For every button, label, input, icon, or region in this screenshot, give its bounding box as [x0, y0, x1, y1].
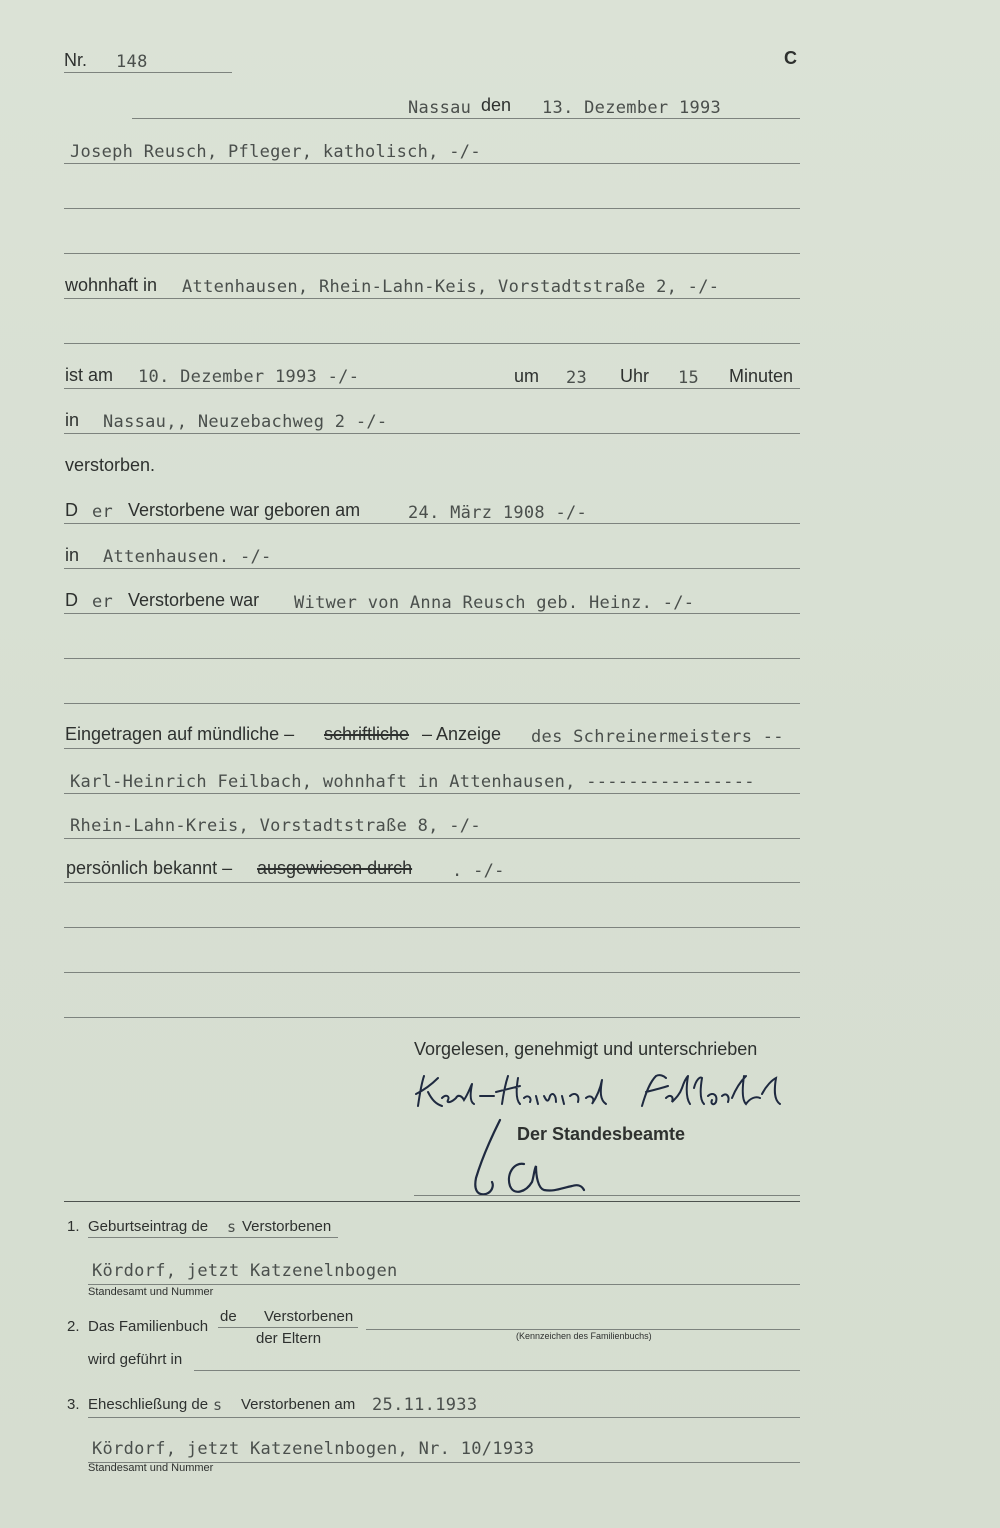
- death-place-rule: [64, 433, 800, 434]
- uhr-label: Uhr: [620, 366, 650, 386]
- den-label: den: [481, 95, 512, 115]
- note3-date: 25.11.1933: [372, 1395, 478, 1415]
- blank-rule: [64, 208, 800, 209]
- birth-er-fill: er: [92, 502, 114, 522]
- note2-verstorbenen: Verstorbenen: [264, 1308, 354, 1325]
- status-rule: [64, 613, 800, 614]
- note2-label: Das Familienbuch: [88, 1318, 209, 1335]
- ausgewiesen-struck: ausgewiesen durch: [257, 858, 413, 878]
- header-place: Nassau: [408, 98, 472, 118]
- status-value: Witwer von Anna Reusch geb. Heinz. -/-: [294, 593, 695, 613]
- note3-number: 3.: [67, 1396, 80, 1413]
- war-label: Verstorbene war: [128, 590, 260, 610]
- header-date: 13. Dezember 1993: [542, 98, 722, 118]
- anzeige-label: – Anzeige: [422, 724, 502, 744]
- in-label: in: [65, 410, 80, 430]
- nr-underline: [64, 72, 232, 73]
- report-rule: [64, 882, 800, 883]
- official-signature-icon: [462, 1116, 602, 1200]
- blank-rule: [64, 703, 800, 704]
- blank-rule: [64, 1017, 800, 1018]
- note2-number: 2.: [67, 1318, 80, 1335]
- standesbeamte-label: Der Standesbeamte: [517, 1124, 686, 1144]
- status-d-label: D: [65, 590, 78, 610]
- minuten-label: Minuten: [729, 366, 794, 386]
- person-line1-rule: [64, 163, 800, 164]
- geboren-label: Verstorbene war geboren am: [128, 500, 361, 520]
- blank-rule: [64, 253, 800, 254]
- reporter-line1: des Schreinermeisters --: [531, 727, 784, 747]
- blank-rule: [64, 343, 800, 344]
- note2-rule: [366, 1329, 800, 1330]
- signature-rule: [414, 1195, 800, 1196]
- note2-caption: (Kennzeichen des Familienbuchs): [516, 1331, 652, 1341]
- person-line1: Joseph Reusch, Pfleger, katholisch, -/-: [70, 142, 481, 162]
- report-rule: [64, 748, 800, 749]
- wohnhaft-label: wohnhaft in: [65, 275, 158, 295]
- birth-d-label: D: [65, 500, 78, 520]
- death-minutes: 15: [678, 368, 700, 388]
- death-hour: 23: [566, 368, 588, 388]
- death-place: Nassau,, Neuzebachweg 2 -/-: [103, 412, 388, 432]
- reporter-line3: Rhein-Lahn-Kreis, Vorstadtstraße 8, -/-: [70, 816, 481, 836]
- blank-rule: [64, 658, 800, 659]
- note3-label: Eheschließung de: [88, 1396, 209, 1413]
- death-date-rule: [64, 388, 800, 389]
- section-divider: [64, 1201, 800, 1202]
- eingetragen-label: Eingetragen auf mündliche –: [65, 724, 295, 744]
- verstorben-label: verstorben.: [65, 455, 156, 475]
- note2-de: de: [220, 1308, 237, 1325]
- schriftliche-struck: schriftliche: [324, 724, 410, 744]
- blank-rule: [64, 972, 800, 973]
- note1-value: Kördorf, jetzt Katzenelnbogen: [92, 1261, 398, 1281]
- note1-label2: Verstorbenen: [242, 1218, 332, 1235]
- note1-number: 1.: [67, 1218, 80, 1235]
- note2-gefuehrt: wird geführt in: [88, 1351, 183, 1368]
- header-line: [132, 118, 800, 119]
- note3-label2: Verstorbenen am: [241, 1396, 356, 1413]
- note2-eltern: der Eltern: [256, 1330, 322, 1347]
- note3-value: Kördorf, jetzt Katzenelnbogen, Nr. 10/1933: [92, 1439, 535, 1459]
- birth-in-label: in: [65, 545, 80, 565]
- note1-label: Geburtseintrag de: [88, 1218, 209, 1235]
- birth-date-rule: [64, 523, 800, 524]
- bekannt-label: persönlich bekannt –: [66, 858, 233, 878]
- report-rule: [64, 838, 800, 839]
- note1-header-rule: [88, 1237, 338, 1238]
- birth-place: Attenhausen. -/-: [103, 547, 272, 567]
- nr-value: 148: [116, 52, 148, 72]
- note2-gefuehrt-rule: [194, 1370, 800, 1371]
- birth-place-rule: [64, 568, 800, 569]
- nr-label: Nr.: [64, 50, 88, 70]
- reporter-signature-icon: [410, 1068, 810, 1118]
- note1-caption: Standesamt und Nummer: [88, 1286, 214, 1298]
- note1-fill: s: [227, 1218, 237, 1236]
- corner-letter: C: [784, 48, 797, 68]
- um-label: um: [514, 366, 540, 386]
- vorgelesen-label: Vorgelesen, genehmigt und unterschrieben: [414, 1039, 758, 1059]
- address-rule: [64, 298, 800, 299]
- note3-caption: Standesamt und Nummer: [88, 1462, 214, 1474]
- note3-fill: s: [213, 1396, 223, 1414]
- note1-rule: [88, 1284, 800, 1285]
- reporter-line2: Karl-Heinrich Feilbach, wohnhaft in Attenhausen, ----------------: [70, 772, 755, 792]
- status-er-fill: er: [92, 592, 114, 612]
- note2-fraction-rule: [218, 1327, 358, 1328]
- ist-am-label: ist am: [65, 365, 114, 385]
- bekannt-fill: . -/-: [452, 861, 505, 881]
- report-rule: [64, 793, 800, 794]
- birth-date: 24. März 1908 -/-: [408, 503, 588, 523]
- note3-header-rule: [88, 1417, 800, 1418]
- blank-rule: [64, 927, 800, 928]
- death-date: 10. Dezember 1993 -/-: [138, 367, 360, 387]
- address-value: Attenhausen, Rhein-Lahn-Keis, Vorstadtstraße 2, -/-: [182, 277, 720, 297]
